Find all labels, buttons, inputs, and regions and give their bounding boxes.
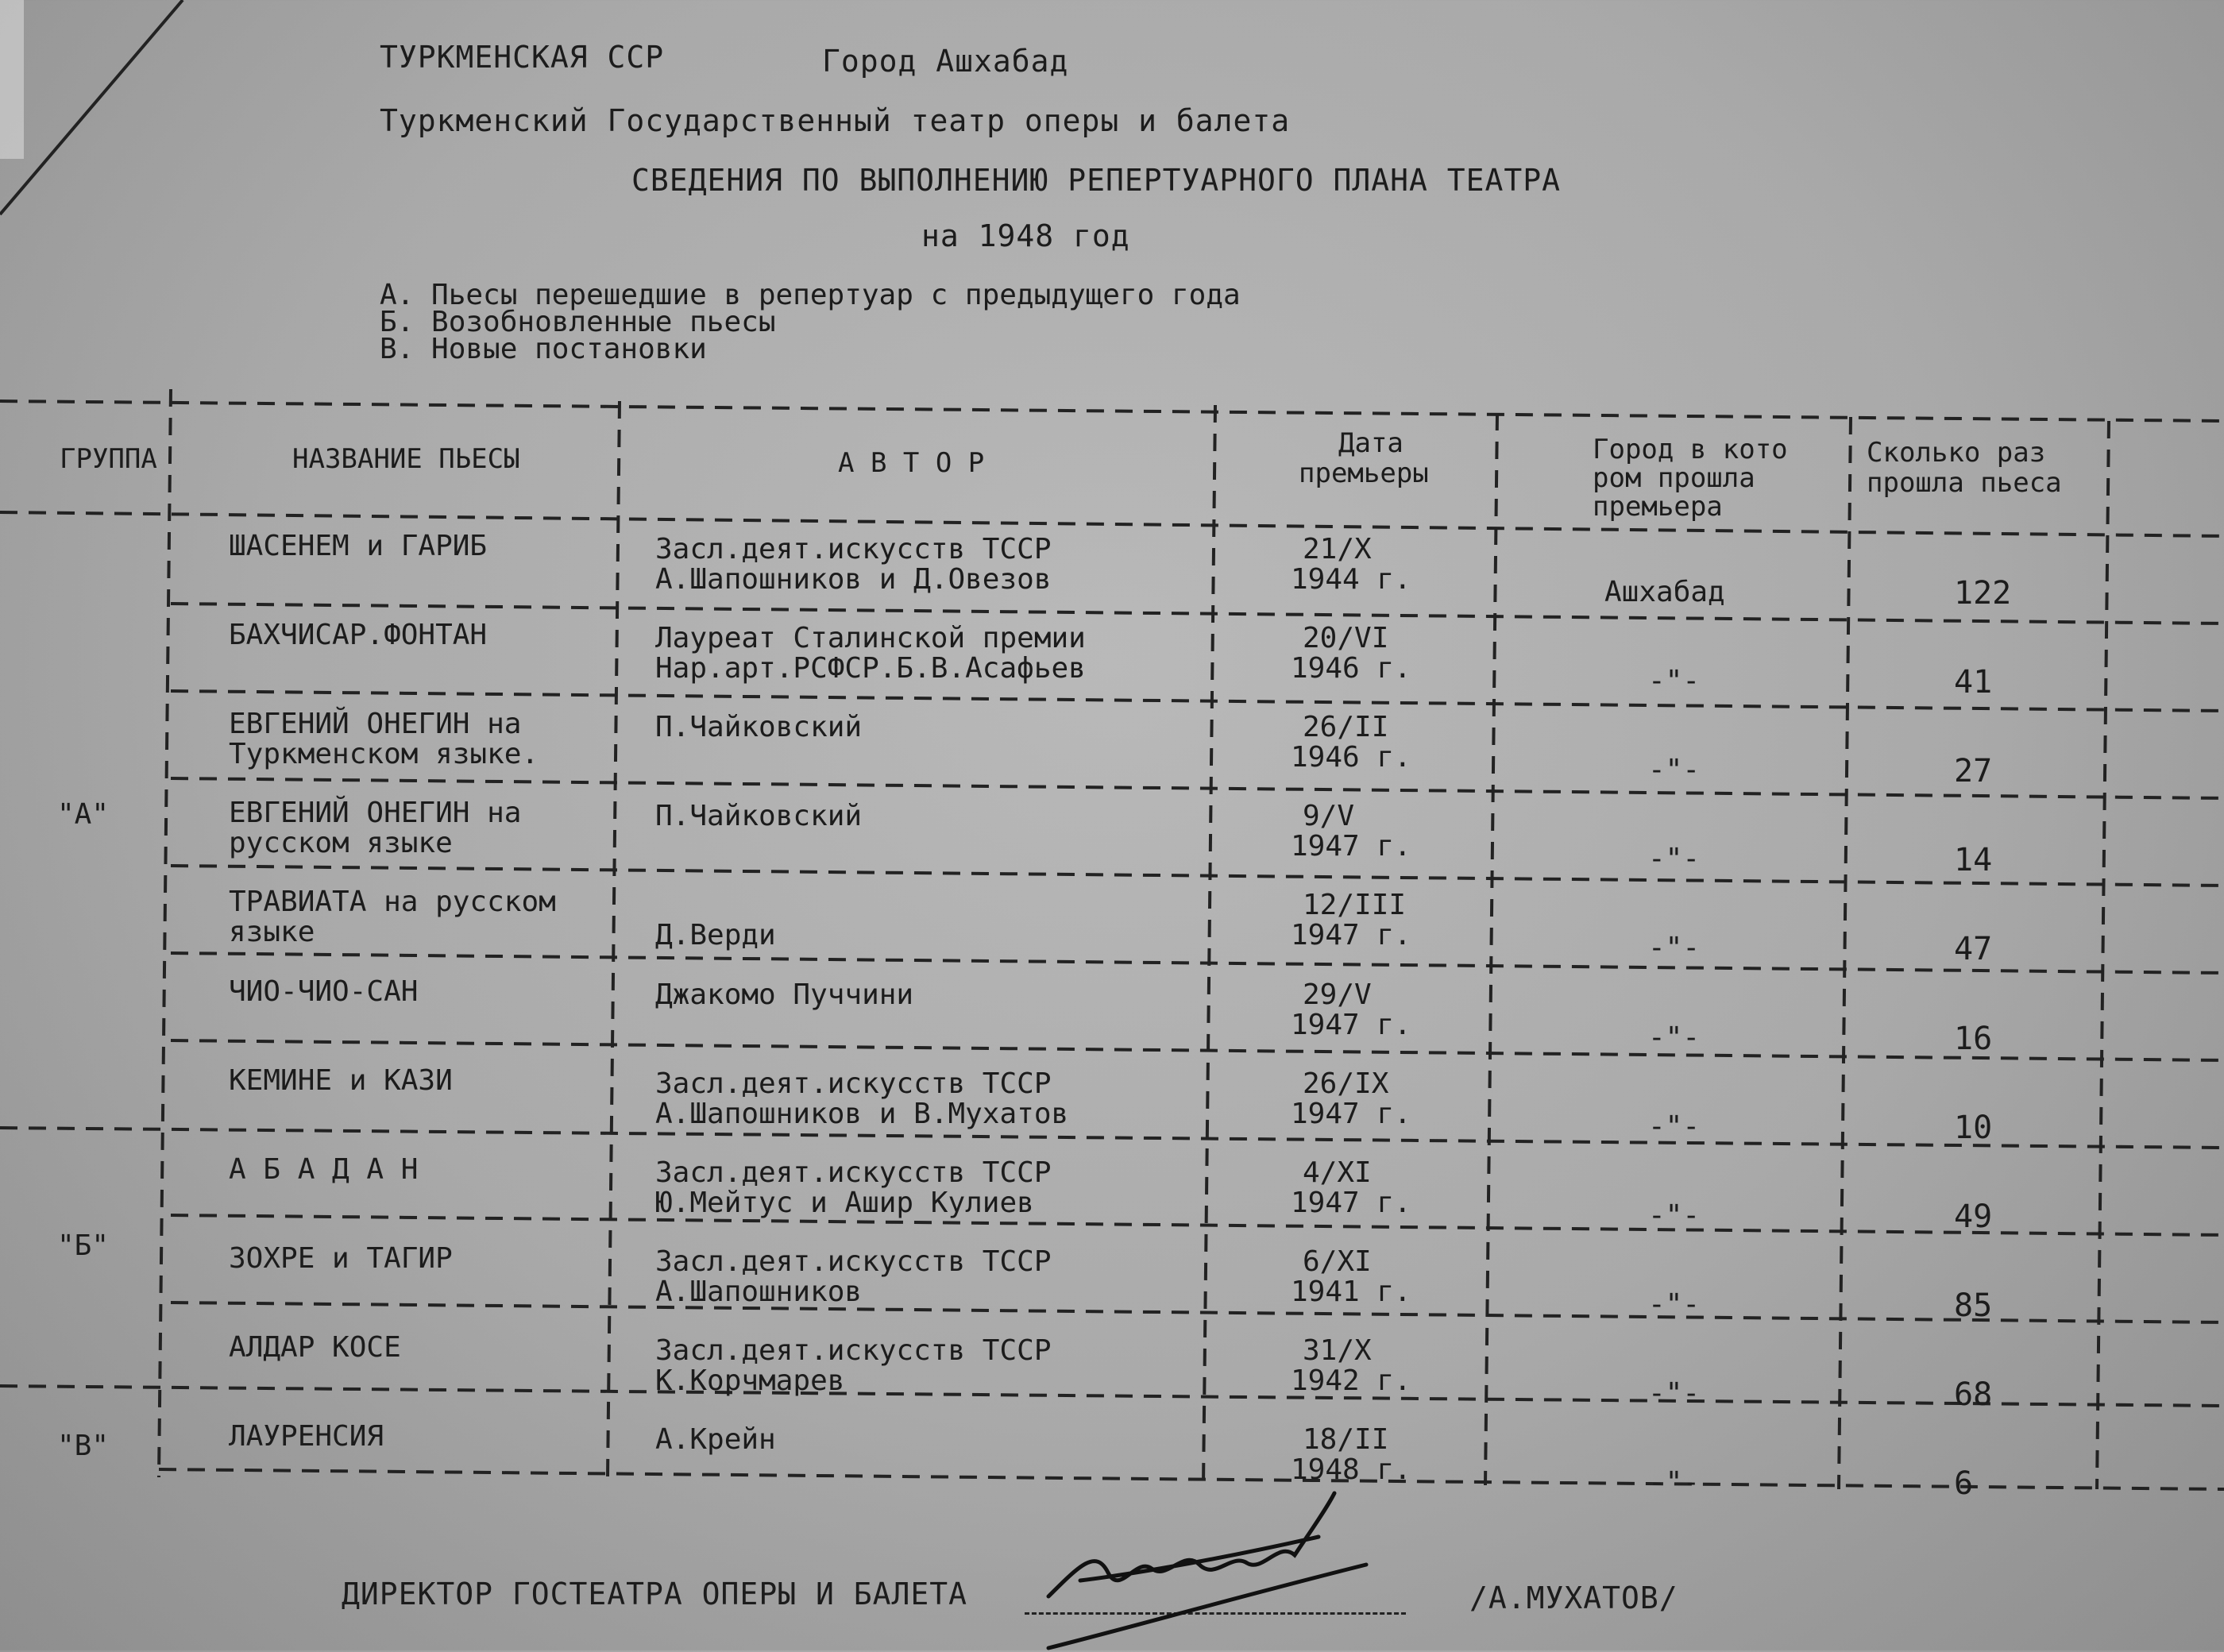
- premiere-city: -"-: [1648, 1287, 1701, 1321]
- play-author-line2: А.Шапошников и Д.Овезов: [655, 563, 1052, 596]
- play-author-line2: А.Шапошников: [655, 1275, 863, 1308]
- play-author-line2: Нар.арт.РСФСР.Б.В.Асафьев: [655, 652, 1086, 685]
- performance-count: 68: [1954, 1376, 1993, 1413]
- play-author: П.Чайковский: [655, 711, 863, 744]
- institution-name: Туркменский Государственный театр оперы и балета: [380, 103, 1291, 138]
- premiere-city: Ашхабад: [1604, 576, 1725, 608]
- premiere-city: -"-: [1648, 1198, 1701, 1232]
- premiere-city: -"-: [1648, 843, 1701, 876]
- play-title-line2: русском языке: [229, 827, 453, 860]
- play-title: ШАСЕНЕМ и ГАРИБ: [229, 530, 488, 562]
- director-signature: [1033, 1461, 1414, 1652]
- premiere-year: 1944 г.: [1291, 563, 1411, 596]
- play-author: Засл.деят.искусств ТССР: [655, 1156, 1052, 1189]
- performance-count: 27: [1954, 753, 1993, 790]
- play-title: ЕВГЕНИЙ ОНЕГИН на: [229, 708, 522, 741]
- performance-count: 85: [1954, 1287, 1993, 1324]
- director-position: ДИРЕКТОР ГОСТЕАТРА ОПЕРЫ И БАЛЕТА: [342, 1577, 967, 1611]
- play-title: АЛДАР КОСЕ: [229, 1330, 401, 1364]
- play-author-line2: К.Корчмарев: [655, 1364, 845, 1397]
- performance-count: 10: [1954, 1109, 1993, 1146]
- group-label-b: "Б": [57, 1229, 110, 1262]
- premiere-year: 1942 г.: [1291, 1364, 1411, 1397]
- play-title-line2: языке: [229, 916, 315, 949]
- play-author: Джакомо Пуччини: [655, 978, 914, 1011]
- column-header-count-line1: Сколько раз: [1867, 437, 2046, 469]
- column-header-author: А В Т О Р: [838, 447, 985, 479]
- play-author: П.Чайковский: [655, 800, 863, 833]
- premiere-date: 29/V: [1303, 978, 1372, 1011]
- premiere-year: 1947 г.: [1291, 1186, 1411, 1219]
- play-author: Засл.деят.искусств ТССР: [655, 1334, 1052, 1367]
- premiere-year: 1946 г.: [1291, 741, 1411, 774]
- play-author-line2: А.Шапошников и В.Мухатов: [655, 1097, 1069, 1130]
- republic-label: ТУРКМЕНСКАЯ ССР: [380, 40, 665, 75]
- premiere-year: 1946 г.: [1291, 652, 1411, 685]
- legend-item-a: А. Пьесы перешедшие в репертуар с предыдущего года: [380, 279, 1241, 311]
- play-author: Засл.деят.искусств ТССР: [655, 1067, 1052, 1100]
- play-title: ТРАВИАТА на русском: [229, 886, 556, 919]
- premiere-city: -"-: [1648, 1110, 1701, 1143]
- performance-count: 41: [1954, 664, 1993, 701]
- premiere-year: 1947 г.: [1291, 1008, 1411, 1041]
- premiere-city: -"-: [1648, 665, 1701, 698]
- performance-count: 122: [1954, 575, 2012, 612]
- premiere-date: 4/XI: [1303, 1156, 1372, 1189]
- premiere-year: 1947 г.: [1291, 919, 1411, 952]
- play-title: А Б А Д А Н: [229, 1152, 419, 1186]
- column-header-group: ГРУППА: [60, 443, 157, 475]
- premiere-date: 21/X: [1303, 533, 1372, 565]
- column-header-city-line2: ром прошла: [1593, 462, 1755, 494]
- premiere-date: 12/III: [1303, 889, 1407, 922]
- play-author: Засл.деят.искусств ТССР: [655, 1245, 1052, 1278]
- group-label-a: "А": [57, 798, 110, 831]
- play-title: ЧИО-ЧИО-САН: [229, 975, 419, 1008]
- premiere-date: 31/X: [1303, 1334, 1372, 1367]
- play-author: Засл.деят.искусств ТССР: [655, 533, 1052, 565]
- premiere-city: -"-: [1648, 754, 1701, 787]
- play-author-line2: Ю.Мейтус и Ашир Кулиев: [655, 1186, 1034, 1219]
- premiere-city: -"-: [1648, 1466, 1701, 1499]
- premiere-date: 26/IX: [1303, 1067, 1389, 1100]
- performance-count: 49: [1954, 1198, 1993, 1235]
- play-title: БАХЧИСАР.ФОНТАН: [229, 619, 488, 652]
- city-label: Город Ашхабад: [822, 44, 1069, 79]
- performance-count: 6: [1954, 1465, 1974, 1502]
- premiere-year: 1941 г.: [1291, 1275, 1411, 1308]
- premiere-date: 18/II: [1303, 1423, 1389, 1456]
- play-title: ЗОХРЕ и ТАГИР: [229, 1241, 453, 1275]
- legend-item-v: В. Новые постановки: [380, 333, 707, 365]
- premiere-year: 1947 г.: [1291, 830, 1411, 863]
- premiere-year: 1948 г.: [1291, 1453, 1411, 1486]
- legend-item-b: Б. Возобновленные пьесы: [380, 306, 776, 338]
- column-header-count-line2: прошла пьеса: [1867, 467, 2062, 499]
- performance-count: 16: [1954, 1020, 1993, 1057]
- play-author: Лауреат Сталинской премии: [655, 622, 1086, 655]
- performance-count: 14: [1954, 842, 1993, 879]
- premiere-city: -"-: [1648, 1376, 1701, 1410]
- premiere-city: -"-: [1648, 932, 1701, 965]
- column-header-city-line1: Город в кото: [1593, 434, 1788, 465]
- premiere-year: 1947 г.: [1291, 1097, 1411, 1130]
- premiere-date: 20/VI: [1303, 622, 1389, 655]
- play-title: КЕМИНЕ и КАЗИ: [229, 1063, 453, 1097]
- group-label-v: "В": [57, 1430, 110, 1462]
- play-title: ЛАУРЕНСИЯ: [229, 1420, 384, 1453]
- director-name: /А.МУХАТОВ/: [1469, 1581, 1678, 1615]
- premiere-date: 6/XI: [1303, 1245, 1372, 1278]
- performance-count: 47: [1954, 931, 1993, 968]
- play-author-line2: Д.Верди: [655, 919, 776, 952]
- column-header-title: НАЗВАНИЕ ПЬЕСЫ: [292, 443, 520, 475]
- play-title: ЕВГЕНИЙ ОНЕГИН на: [229, 797, 522, 830]
- premiere-city: -"-: [1648, 1021, 1701, 1054]
- document-year: на 1948 год: [921, 218, 1130, 253]
- premiere-date: 9/V: [1303, 800, 1355, 833]
- premiere-date: 26/II: [1303, 711, 1389, 744]
- column-header-city-line3: премьера: [1593, 491, 1723, 523]
- document-title: СВЕДЕНИЯ ПО ВЫПОЛНЕНИЮ РЕПЕРТУАРНОГО ПЛАНА ТЕАТРА: [631, 163, 1562, 198]
- play-author: А.Крейн: [655, 1423, 776, 1456]
- play-title-line2: Туркменском языке.: [229, 738, 539, 771]
- column-header-premiere-line1: Дата: [1338, 427, 1404, 459]
- column-header-premiere-line2: премьеры: [1299, 457, 1429, 489]
